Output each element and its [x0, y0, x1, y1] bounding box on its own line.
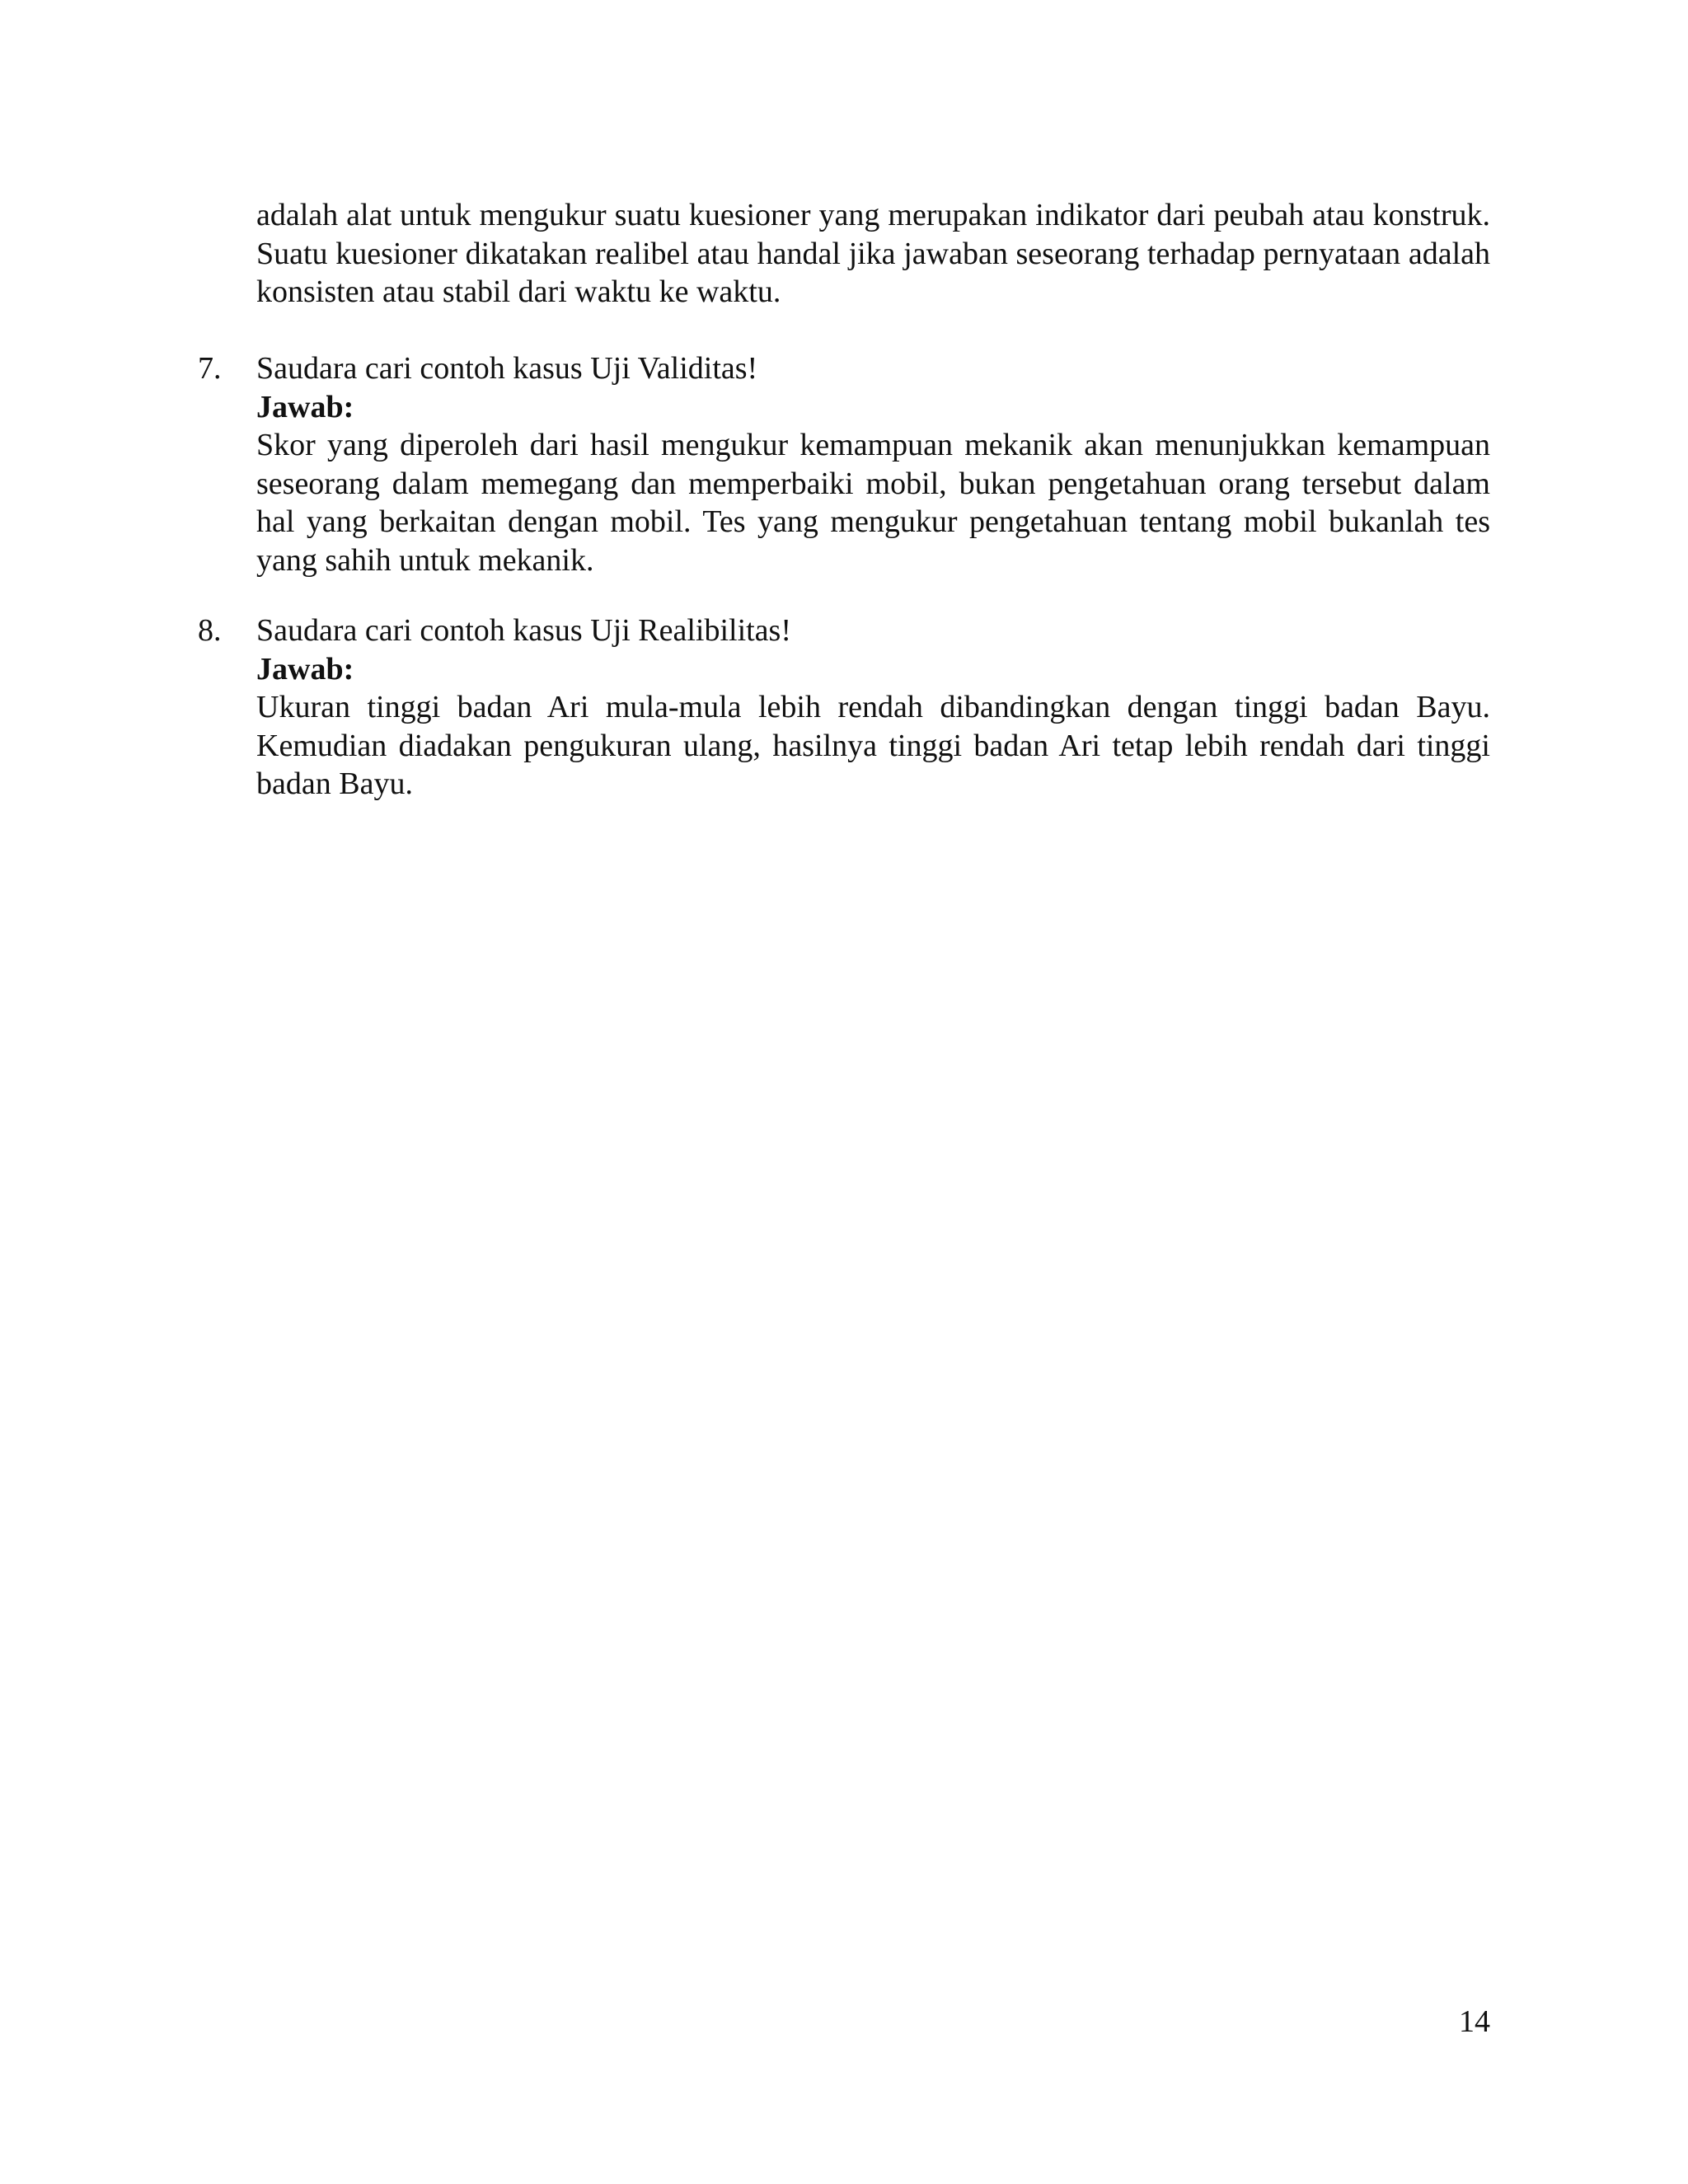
question-text: Saudara cari contoh kasus Uji Validitas!	[256, 351, 758, 386]
answer-label: Jawab:	[256, 389, 354, 424]
continuation-paragraph: adalah alat untuk mengukur suatu kuesioner yang merupakan indikator dari peubah atau konstruk. Suatu kuesioner dikatakan realibel atau handal jika jawaban seseorang terhadap pernyataan adalah konsisten atau stabil dari waktu ke waktu.	[256, 198, 1490, 309]
answer-text: Ukuran tinggi badan Ari mula-mula lebih rendah dibandingkan dengan tinggi badan Bayu. Kemudian diadakan pengukuran ulang, hasilnya tinggi badan Ari tetap lebih rendah dari tinggi badan Bayu.	[256, 690, 1490, 801]
answer-label: Jawab:	[256, 651, 354, 687]
page-number: 14	[1459, 2004, 1490, 2039]
item-number: 8.	[198, 613, 222, 648]
answer-text: Skor yang diperoleh dari hasil mengukur kemampuan mekanik akan menunjukkan kemampuan seseorang dalam memegang dan memperbaiki mobil, bukan pengetahuan orang tersebut dalam hal yang berkaitan dengan mobil. Tes yang mengukur pengetahuan tentang mobil bukanlah tes yang sahih untuk mekanik.	[256, 428, 1490, 578]
question-text: Saudara cari contoh kasus Uji Realibilitas!	[256, 613, 791, 648]
item-body	[256, 612, 1490, 804]
item-number: 7.	[198, 351, 222, 386]
item-body	[256, 349, 1490, 579]
